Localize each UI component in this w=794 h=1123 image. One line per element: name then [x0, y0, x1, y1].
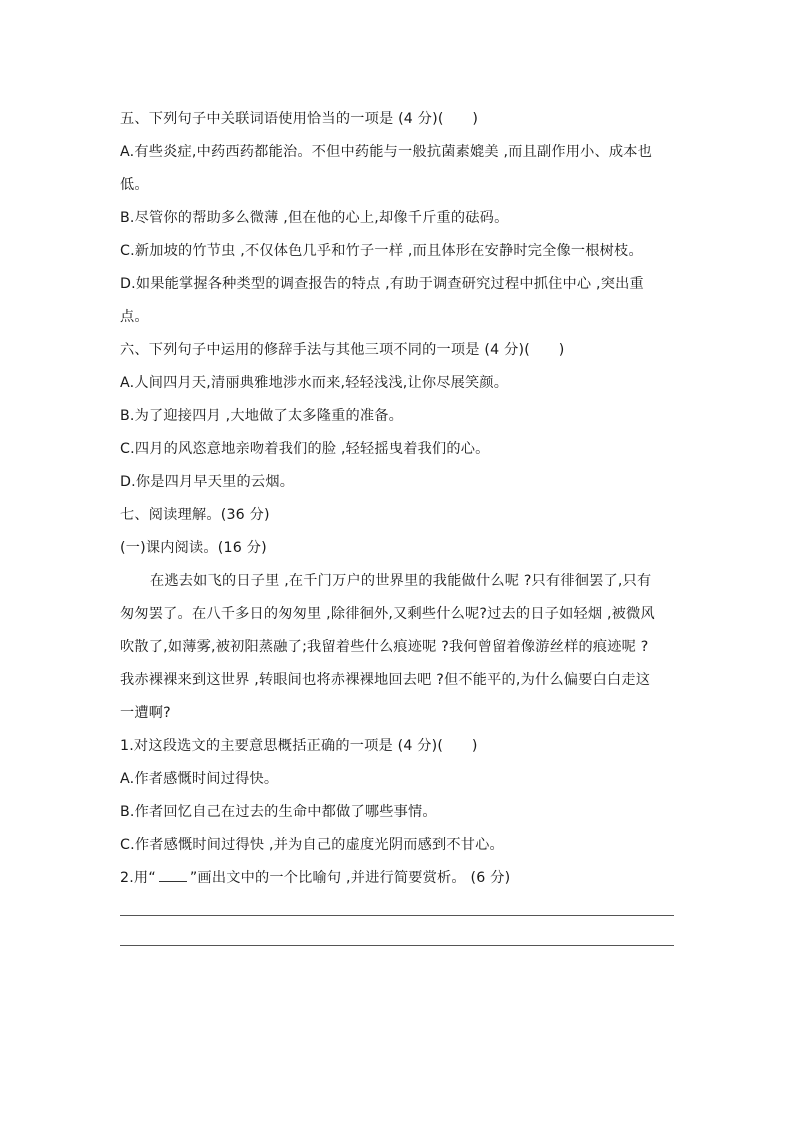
question-5-option-d-line1: D.如果能掌握各种类型的调查报告的特点 ,有助于调查研究过程中抓住中心 ,突出重: [120, 276, 644, 292]
question-5-stem: 五、下列句子中关联词语使用恰当的一项是 (4 分)( ): [120, 111, 479, 127]
question-5-option-c: C.新加坡的竹节虫 ,不仅体色几乎和竹子一样 ,而且体形在安静时完全像一根树枝。: [120, 243, 643, 259]
question-5-option-b: B.尽管你的帮助多么微薄 ,但在他的心上,却像千斤重的砝码。: [120, 210, 509, 226]
answer-line-2[interactable]: [120, 945, 674, 946]
reading-passage-line3: 吹散了,如薄雾,被初阳蒸融了;我留着些什么痕迹呢 ?我何曾留着像游丝样的痕迹呢 ?: [120, 639, 649, 655]
question-6-option-a: A.人间四月天,清丽典雅地涉水而来,轻轻浅浅,让你尽展笑颜。: [120, 375, 509, 391]
reading-passage-line2: 匆匆罢了。在八千多日的匆匆里 ,除徘徊外,又剩些什么呢?过去的日子如轻烟 ,被微风: [120, 606, 655, 622]
question-7-stem: 七、阅读理解。(36 分): [120, 507, 270, 523]
question-6-option-d: D.你是四月早天里的云烟。: [120, 474, 295, 490]
subquestion-2-suffix: ”画出文中的一个比喻句 ,并进行简要赏析。 (6 分): [189, 870, 511, 886]
subquestion-1-option-a: A.作者感慨时间过得快。: [120, 771, 279, 787]
subquestion-2-stem: [120, 862, 676, 895]
reading-passage-line1: 在逃去如飞的日子里 ,在千门万户的世界里的我能做什么呢 ?只有徘徊罢了,只有: [150, 573, 652, 589]
reading-passage-line4: 我赤裸裸来到这世界 ,转眼间也将赤裸裸地回去吧 ?但不能平的,为什么偏要白白走这: [120, 672, 651, 688]
underline-mark-blank: [159, 867, 187, 882]
subquestion-2-prefix: 2.用“: [120, 870, 156, 886]
answer-line-1[interactable]: [120, 915, 674, 916]
subquestion-1-option-b: B.作者回忆自己在过去的生命中都做了哪些事情。: [120, 804, 437, 820]
subquestion-1-stem: 1.对这段选文的主要意思概括正确的一项是 (4 分)( ): [120, 738, 478, 754]
question-6-option-b: B.为了迎接四月 ,大地做了太多隆重的准备。: [120, 408, 404, 424]
reading-passage-line5: 一遭啊?: [120, 705, 171, 721]
section-in-class-reading: (一)课内阅读。(16 分): [120, 540, 267, 556]
question-5-option-a-line2: 低。: [120, 177, 149, 193]
worksheet-page: [120, 103, 676, 895]
question-6-stem: 六、下列句子中运用的修辞手法与其他三项不同的一项是 (4 分)( ): [120, 342, 565, 358]
question-5-option-d-line2: 点。: [120, 309, 149, 325]
question-5-option-a-line1: A.有些炎症,中药西药都能治。不但中药能与一般抗菌素媲美 ,而且副作用小、成本也: [120, 144, 653, 160]
subquestion-1-option-c: C.作者感慨时间过得快 ,并为自己的虚度光阴而感到不甘心。: [120, 837, 504, 853]
question-6-option-c: C.四月的风恣意地亲吻着我们的脸 ,轻轻摇曳着我们的心。: [120, 441, 490, 457]
